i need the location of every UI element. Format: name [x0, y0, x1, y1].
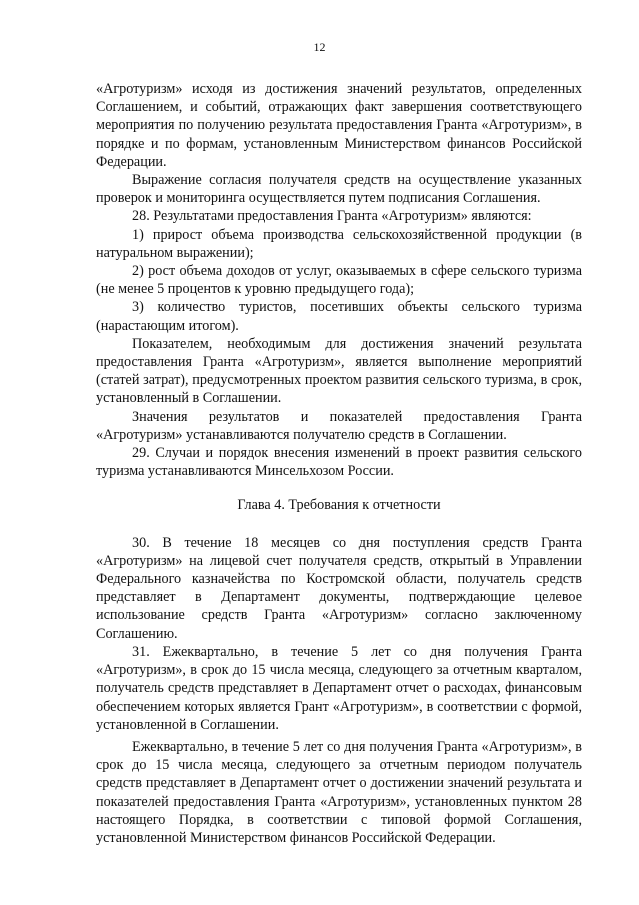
document-body — [96, 80, 582, 847]
paragraph: Показателем, необходимым для достижения значений результата предоставления Гранта «Агротуризм», является выполнение мероприятий (статей затрат), предусмотренных проектом развития сельского туризма, в срок, установленный в Соглашении. — [96, 335, 582, 407]
paragraph-item-30: 30. В течение 18 месяцев со дня поступления средств Гранта «Агротуризм» на лицевой счет получателя средств, открытый в Управлении Федерального казначейства по Костромской области, получатель средств представляет в Департамент документы, подтверждающие целевое использование средств Гранта «Агротуризм» согласно заключенному Соглашению. — [96, 534, 582, 642]
paragraph-item-29: 29. Случаи и порядок внесения изменений в проект развития сельского туризма устанавливаются Минсельхозом России. — [96, 445, 582, 480]
list-item: 1) прирост объема производства сельскохозяйственной продукции (в натуральном выражении); — [96, 226, 582, 261]
paragraph-item-28: 28. Результатами предоставления Гранта «Агротуризм» являются: — [132, 208, 532, 225]
paragraph: Ежеквартально, в течение 5 лет со дня получения Гранта «Агротуризм», в срок до 15 числа месяца, следующего за отчетным периодом получатель средств представляет в Департамент отчет о достижении значений результата и показателей предоставления Гранта «Агротуризм», установленных пунктом 28 настоящего Порядка, в соответствии с типовой формой Соглашения, установленной Министерством финансов Российской Федерации. — [96, 738, 582, 846]
paragraph: Выражение согласия получателя средств на осуществление указанных проверок и мониторинга осуществляется путем подписания Соглашения. — [96, 172, 582, 207]
paragraph: «Агротуризм» исходя из достижения значений результатов, определенных Соглашением, и событий, отражающих факт завершения соответствующего мероприятия по получению результата предоставления Гранта «Агротуризм», в порядке и по формам, установленным Министерством финансов Российской Федерации. — [96, 81, 582, 170]
list-item: 3) количество туристов, посетивших объекты сельского туризма (нарастающим итогом). — [96, 299, 582, 334]
paragraph: Значения результатов и показателей предоставления Гранта «Агротуризм» устанавливаются получателю средств в Соглашении. — [96, 408, 582, 443]
page-number: 12 — [313, 40, 326, 54]
paragraph-item-31: 31. Ежеквартально, в течение 5 лет со дня получения Гранта «Агротуризм», в срок до 15 числа месяца, следующего за отчетным кварталом, получатель средств представляет в Департамент отчет о расходах, финансовым обеспечением которых является Грант «Агротуризм», в соответствии с формой, установленной в Соглашении. — [96, 643, 582, 733]
list-item: 2) рост объема доходов от услуг, оказываемых в сфере сельского туризма (не менее 5 процентов к уровню предыдущего года); — [96, 263, 582, 298]
chapter-heading: Глава 4. Требования к отчетности — [237, 497, 441, 514]
